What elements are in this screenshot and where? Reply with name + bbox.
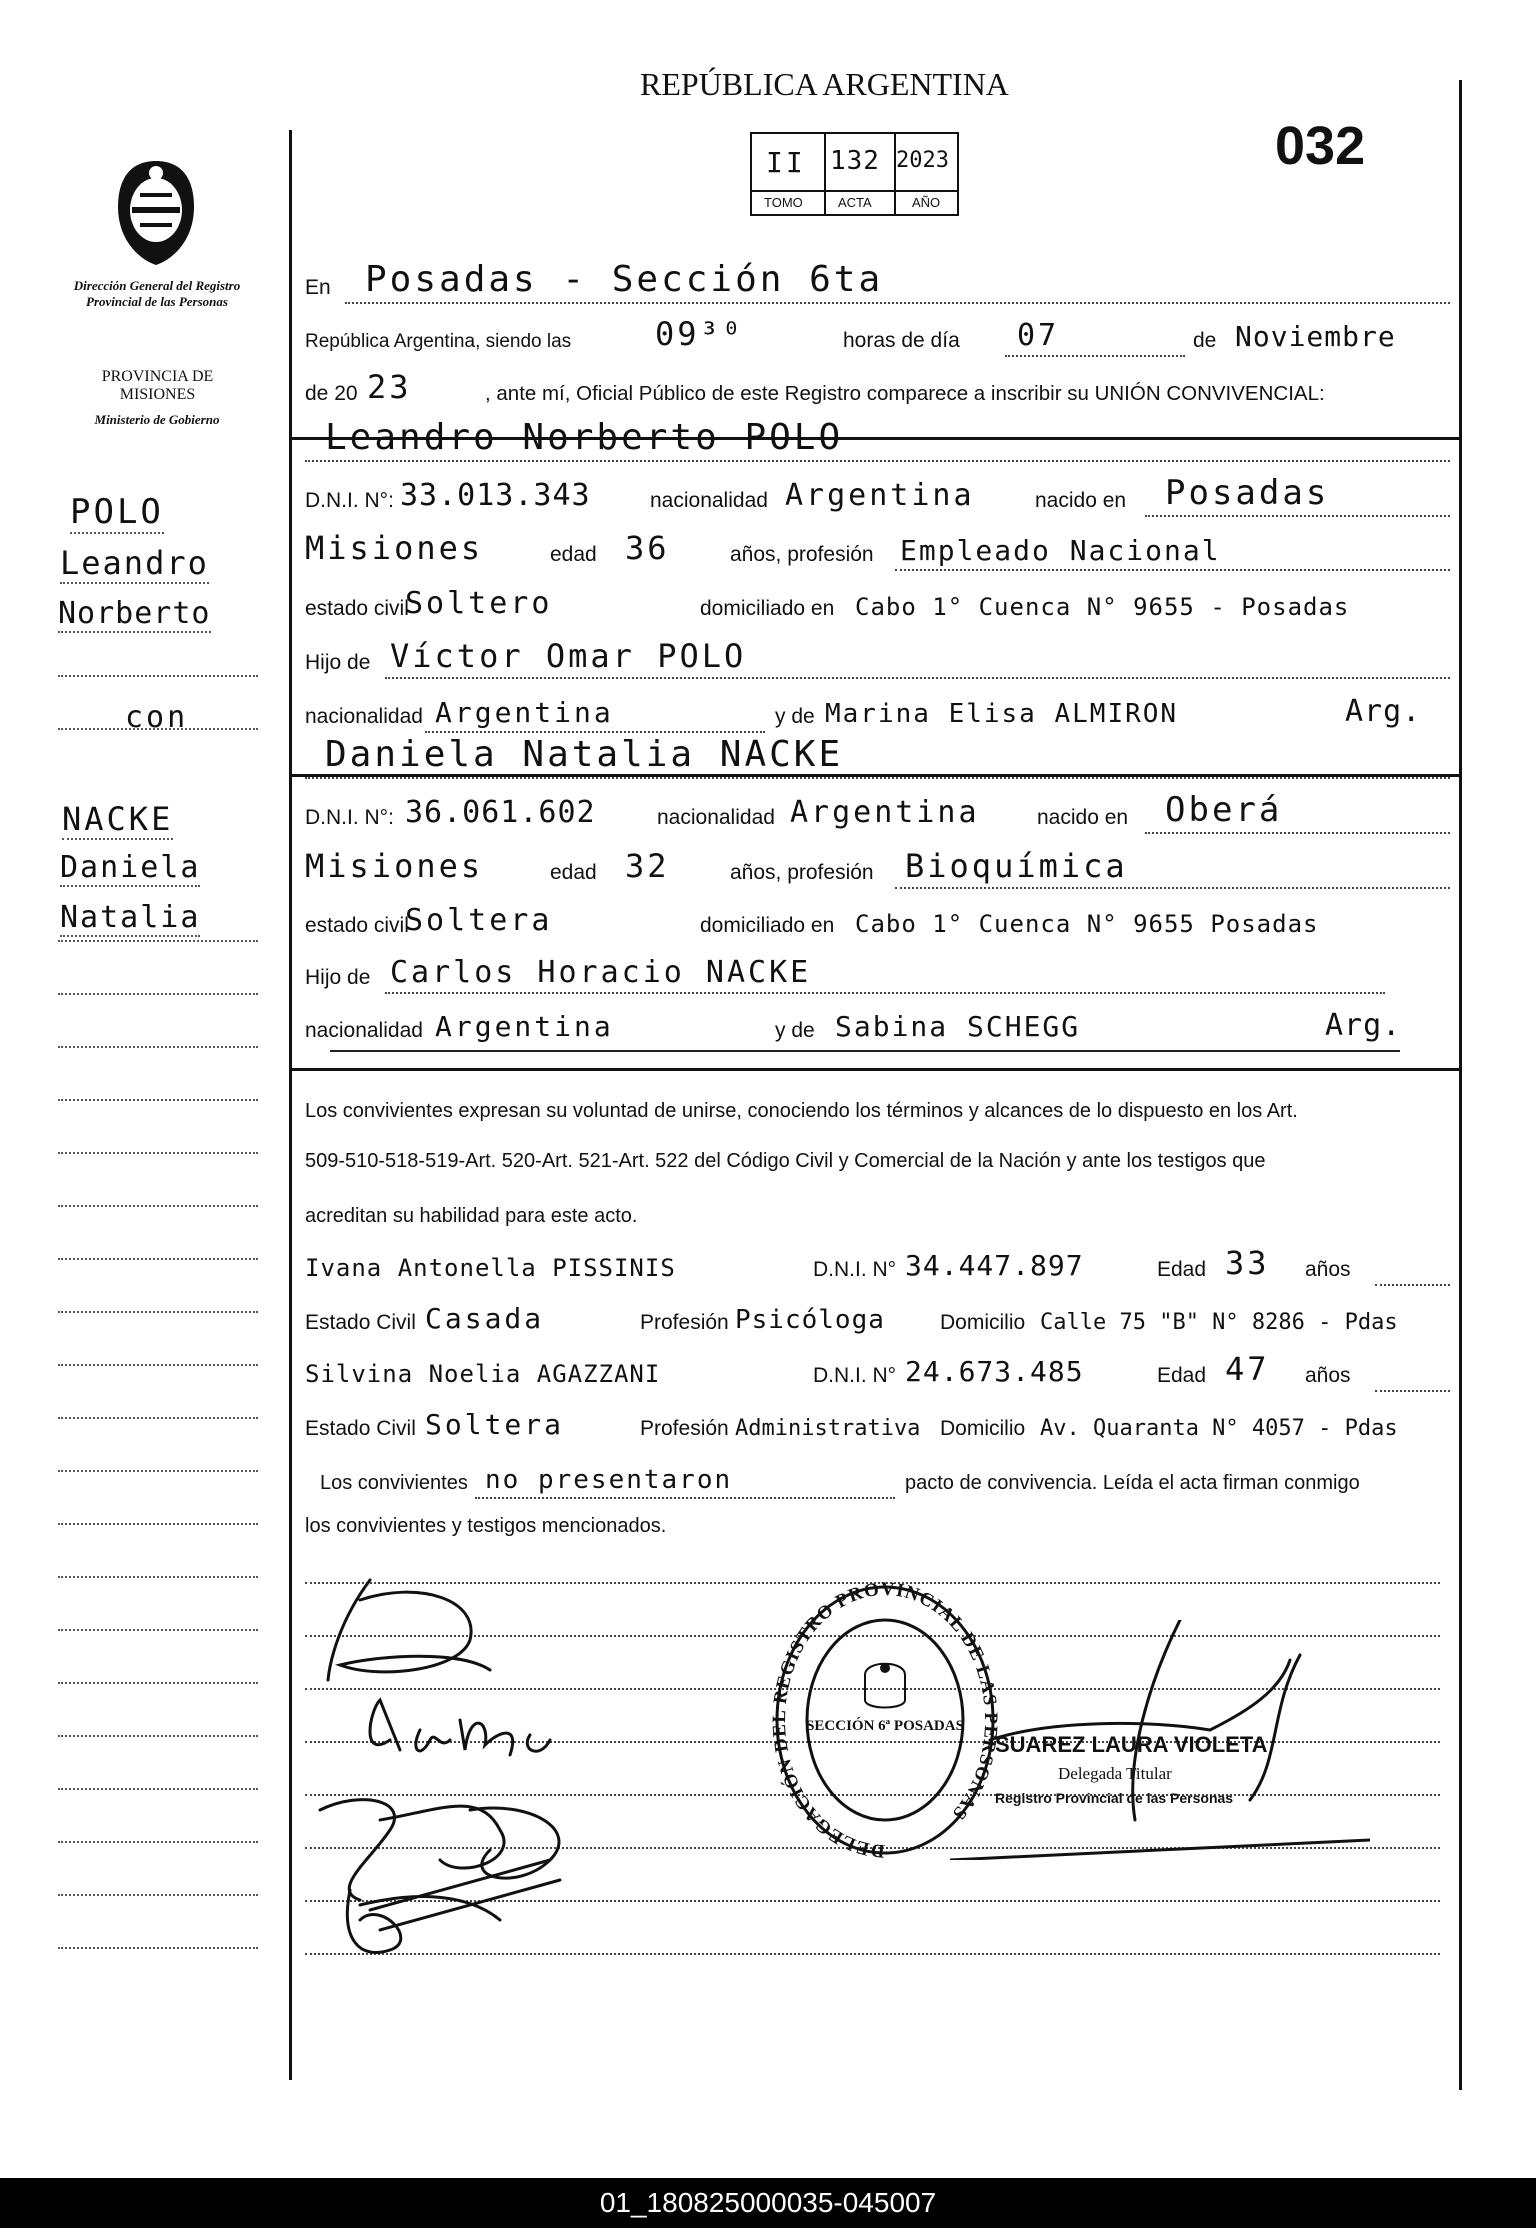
- officer-name: SUAREZ LAURA VIOLETA: [995, 1732, 1268, 1757]
- witness1-civil-status: Casada: [425, 1302, 545, 1335]
- sidebar-dotted-line: [58, 1894, 258, 1896]
- place-value: Posadas - Sección 6ta: [365, 259, 884, 300]
- de-label: de: [1193, 329, 1217, 352]
- horas-label: horas de día: [843, 329, 960, 352]
- sidebar-name-nacke: NACKE: [62, 800, 174, 838]
- sidebar-dotted-line: [58, 728, 258, 730]
- sidebar-name-leandro: Leandro: [60, 544, 209, 582]
- sidebar-dotted-line: [58, 1947, 258, 1949]
- province-label: PROVINCIA DE MISIONES: [101, 368, 214, 403]
- person1-father-row: [305, 635, 1450, 679]
- sidebar-dotted-line: [58, 1735, 258, 1737]
- record-box: [750, 132, 959, 216]
- witness2-civil-label: Estado Civil: [305, 1417, 416, 1440]
- person2-profession: Bioquímica: [905, 847, 1128, 885]
- country-title: REPÚBLICA ARGENTINA: [640, 66, 1009, 102]
- person1-civil-row: [305, 581, 1450, 625]
- witness2-name-row: [305, 1348, 1450, 1392]
- ministry-label: Ministerio de Gobierno: [94, 412, 220, 427]
- person2-father-row: [305, 950, 1450, 994]
- sidebar-dotted-line: [58, 1629, 258, 1631]
- person2-full-name: Daniela Natalia NACKE: [325, 734, 844, 775]
- intro-time-row: [305, 313, 1450, 357]
- year-value: 23: [367, 368, 412, 406]
- witness1-civil-row: [305, 1295, 1450, 1339]
- person2-dni-label: D.N.I. N°:: [305, 806, 394, 829]
- stamp-ring-text: DELEGACIÓN DEL REGISTRO PROVINCIAL DE LAS PERSONAS: [770, 1580, 1000, 1862]
- sidebar-dotted-line: [58, 1311, 258, 1313]
- officer-title: Delegada Titular: [1058, 1764, 1172, 1783]
- person1-birthplace: Posadas: [1165, 473, 1330, 513]
- intro-year-row: [305, 366, 1450, 410]
- person2-nac2-label: nacionalidad: [305, 1019, 423, 1042]
- witness2-civil-status: Soltera: [425, 1408, 565, 1441]
- signatures-scribbles: [300, 1560, 620, 1985]
- provincial-crest-icon: [110, 155, 202, 275]
- stamp-center-text: SECCIÓN 6ª POSADAS: [806, 1718, 964, 1734]
- person2-address: Cabo 1° Cuenca N° 9655 Posadas: [855, 910, 1319, 938]
- person1-father: Víctor Omar POLO: [390, 637, 747, 675]
- tomo-label: TOMO: [764, 195, 803, 210]
- registry-seal-text: Dirección General del Registro Provincial de las Personas: [73, 278, 241, 309]
- person1-dni-row: [305, 473, 1450, 517]
- footer-bar: [0, 2178, 1536, 2228]
- witness1-dni-label: D.N.I. N°: [813, 1258, 897, 1281]
- sidebar-name-polo: POLO: [70, 492, 164, 532]
- person1-civil-status: Soltero: [405, 586, 553, 621]
- sidebar-dotted-line: [58, 1364, 258, 1366]
- month-value: Noviembre: [1235, 320, 1396, 353]
- person2-age: 32: [625, 847, 670, 885]
- person2-dni-row: [305, 790, 1450, 834]
- person2-mother-nat: Arg.: [1325, 1008, 1402, 1043]
- person1-yde-label: y de: [775, 705, 815, 728]
- person2-hijo-label: Hijo de: [305, 966, 371, 989]
- person2-dom-label: domiciliado en: [700, 914, 835, 937]
- sidebar-name-daniela: Daniela: [60, 850, 201, 885]
- person1-age: 36: [625, 529, 670, 567]
- witness1-prof-label: Profesión: [640, 1311, 729, 1334]
- sidebar-dotted-line: [58, 1523, 258, 1525]
- person1-full-name: Leandro Norberto POLO: [325, 417, 844, 458]
- person2-nationality: Argentina: [790, 795, 980, 830]
- person1-hijo-label: Hijo de: [305, 651, 371, 674]
- sidebar-dotted-line: [58, 1417, 258, 1419]
- acta-label: ACTA: [838, 195, 872, 210]
- sidebar-dotted-line: [58, 1258, 258, 1260]
- person1-address: Cabo 1° Cuenca N° 9655 - Posadas: [855, 593, 1350, 621]
- sidebar-dotted-line: [58, 1576, 258, 1578]
- person1-mother-nat: Arg.: [1345, 694, 1422, 729]
- sidebar-dotted-line: [58, 1470, 258, 1472]
- person2-age-row: [305, 845, 1450, 889]
- person2-nacido-label: nacido en: [1037, 806, 1129, 829]
- person2-dni: 36.061.602: [405, 795, 596, 830]
- sidebar-dotted-line: [58, 1046, 258, 1048]
- witness2-profession: Administrativa: [735, 1416, 921, 1441]
- person1-father-nat: Argentina: [435, 696, 614, 729]
- closing-line-2: los convivientes y testigos mencionados.: [305, 1515, 667, 1537]
- sidebar-dotted-line: [58, 993, 258, 995]
- day-value: 07: [1017, 318, 1060, 353]
- sidebar-dotted-line: [58, 940, 258, 942]
- person1-anos-prof-label: años, profesión: [730, 543, 874, 566]
- person1-province: Misiones: [305, 529, 484, 567]
- person2-nac-label: nacionalidad: [657, 806, 775, 829]
- section-divider-3: [289, 1068, 1461, 1071]
- sidebar-dotted-line: [58, 1841, 258, 1843]
- stamp-crest-icon: [865, 1663, 905, 1708]
- witness1-age: 33: [1225, 1244, 1270, 1282]
- ante-label: , ante mí, Oficial Público de este Registro comparece a inscribir su UNIÓN CONVIVENCIAL:: [485, 382, 1325, 405]
- person1-profession: Empleado Nacional: [900, 534, 1221, 567]
- witness1-anos-label: años: [1305, 1258, 1351, 1281]
- sidebar-dotted-line: [58, 1682, 258, 1684]
- witness2-prof-label: Profesión: [640, 1417, 729, 1440]
- witness2-name: Silvina Noelia AGAZZANI: [305, 1360, 661, 1388]
- witness2-dni: 24.673.485: [905, 1355, 1084, 1388]
- person2-civil-status: Soltera: [405, 903, 553, 938]
- person2-father: Carlos Horacio NACKE: [390, 955, 812, 990]
- person1-edad-label: edad: [550, 543, 597, 566]
- closing-row: [305, 1455, 1450, 1499]
- person2-mother-row: [305, 1003, 1450, 1047]
- witness2-dom-label: Domicilio: [940, 1417, 1026, 1440]
- witness2-anos-label: años: [1305, 1364, 1351, 1387]
- witness1-civil-label: Estado Civil: [305, 1311, 416, 1334]
- sidebar-name-natalia: Natalia: [60, 900, 201, 935]
- left-border: [289, 130, 292, 2080]
- declaration-line-3: acreditan su habilidad para este acto.: [305, 1205, 638, 1227]
- anio-value: 2023: [896, 148, 949, 173]
- year-prefix: de 20: [305, 382, 358, 405]
- right-border: [1459, 80, 1462, 2090]
- person1-dni-label: D.N.I. N°:: [305, 489, 394, 512]
- person1-mother-row: [305, 689, 1450, 733]
- person2-father-nat: Argentina: [435, 1010, 614, 1043]
- person2-mother: Sabina SCHEGG: [835, 1010, 1081, 1043]
- sidebar-name-norberto: Norberto: [58, 596, 211, 631]
- sidebar-dotted-line: [58, 675, 258, 677]
- person2-edad-label: edad: [550, 861, 597, 884]
- declaration-line-2: 509-510-518-519-Art. 520-Art. 521-Art. 522 del Código Civil y Comercial de la Nación y ante los testigos que: [305, 1150, 1266, 1172]
- sidebar-dotted-line: [58, 1788, 258, 1790]
- sidebar-dotted-line: [58, 1099, 258, 1101]
- person1-nacido-label: nacido en: [1035, 489, 1127, 512]
- closing-suffix: pacto de convivencia. Leída el acta firman conmigo: [905, 1472, 1360, 1494]
- en-label: En: [305, 276, 331, 299]
- acta-value: 132: [830, 146, 880, 176]
- republica-label: República Argentina, siendo las: [305, 331, 572, 352]
- witness2-dni-label: D.N.I. N°: [813, 1364, 897, 1387]
- officer-office: Registro Provincial de las Personas: [995, 1790, 1234, 1806]
- sidebar-dotted-line: [58, 1152, 258, 1154]
- witness1-edad-label: Edad: [1157, 1258, 1207, 1281]
- witness1-profession: Psicóloga: [735, 1305, 885, 1335]
- person1-civil-label: estado civil: [305, 597, 409, 620]
- witness2-address: Av. Quaranta N° 4057 - Pdas: [1040, 1416, 1398, 1441]
- anio-label: AÑO: [912, 195, 941, 210]
- person1-name-row: [305, 418, 1450, 462]
- person1-nac-label: nacionalidad: [650, 489, 768, 512]
- witness1-name: Ivana Antonella PISSINIS: [305, 1254, 676, 1282]
- intro-place-row: [305, 260, 1450, 304]
- person1-age-row: [305, 527, 1450, 571]
- person2-yde-label: y de: [775, 1019, 815, 1042]
- declaration-line-1: Los convivientes expresan su voluntad de unirse, conociendo los términos y alcances de lo dispuesto en los Art.: [305, 1100, 1298, 1122]
- person2-civil-row: [305, 898, 1450, 942]
- person2-province: Misiones: [305, 847, 484, 885]
- person2-birthplace: Oberá: [1165, 790, 1283, 830]
- person1-dni: 33.013.343: [400, 478, 591, 513]
- person2-civil-label: estado civil: [305, 914, 409, 937]
- page-number: 032: [1275, 116, 1366, 176]
- witness1-name-row: [305, 1242, 1450, 1286]
- witness1-address: Calle 75 "B" N° 8286 - Pdas: [1040, 1310, 1398, 1335]
- person2-anos-prof-label: años, profesión: [730, 861, 874, 884]
- witness1-dom-label: Domicilio: [940, 1311, 1026, 1334]
- footer-code: 01_180825000035-045007: [599, 2187, 937, 2218]
- person1-dom-label: domiciliado en: [700, 597, 835, 620]
- witness2-age: 47: [1225, 1350, 1270, 1388]
- person1-nationality: Argentina: [785, 478, 975, 513]
- witness2-edad-label: Edad: [1157, 1364, 1207, 1387]
- hour-value: 09³⁰: [655, 315, 745, 353]
- person1-nac2-label: nacionalidad: [305, 705, 423, 728]
- tomo-value: II: [766, 146, 806, 179]
- sidebar-name-con: con: [125, 700, 189, 735]
- sidebar-dotted-line: [58, 1205, 258, 1207]
- person2-name-row: [305, 735, 1450, 779]
- person1-mother: Marina Elisa ALMIRON: [825, 699, 1179, 729]
- witness1-dni: 34.447.897: [905, 1249, 1084, 1282]
- closing-prefix: Los convivientes: [320, 1472, 468, 1494]
- witness2-civil-row: [305, 1401, 1450, 1445]
- closing-pact: no presentaron: [485, 1465, 733, 1495]
